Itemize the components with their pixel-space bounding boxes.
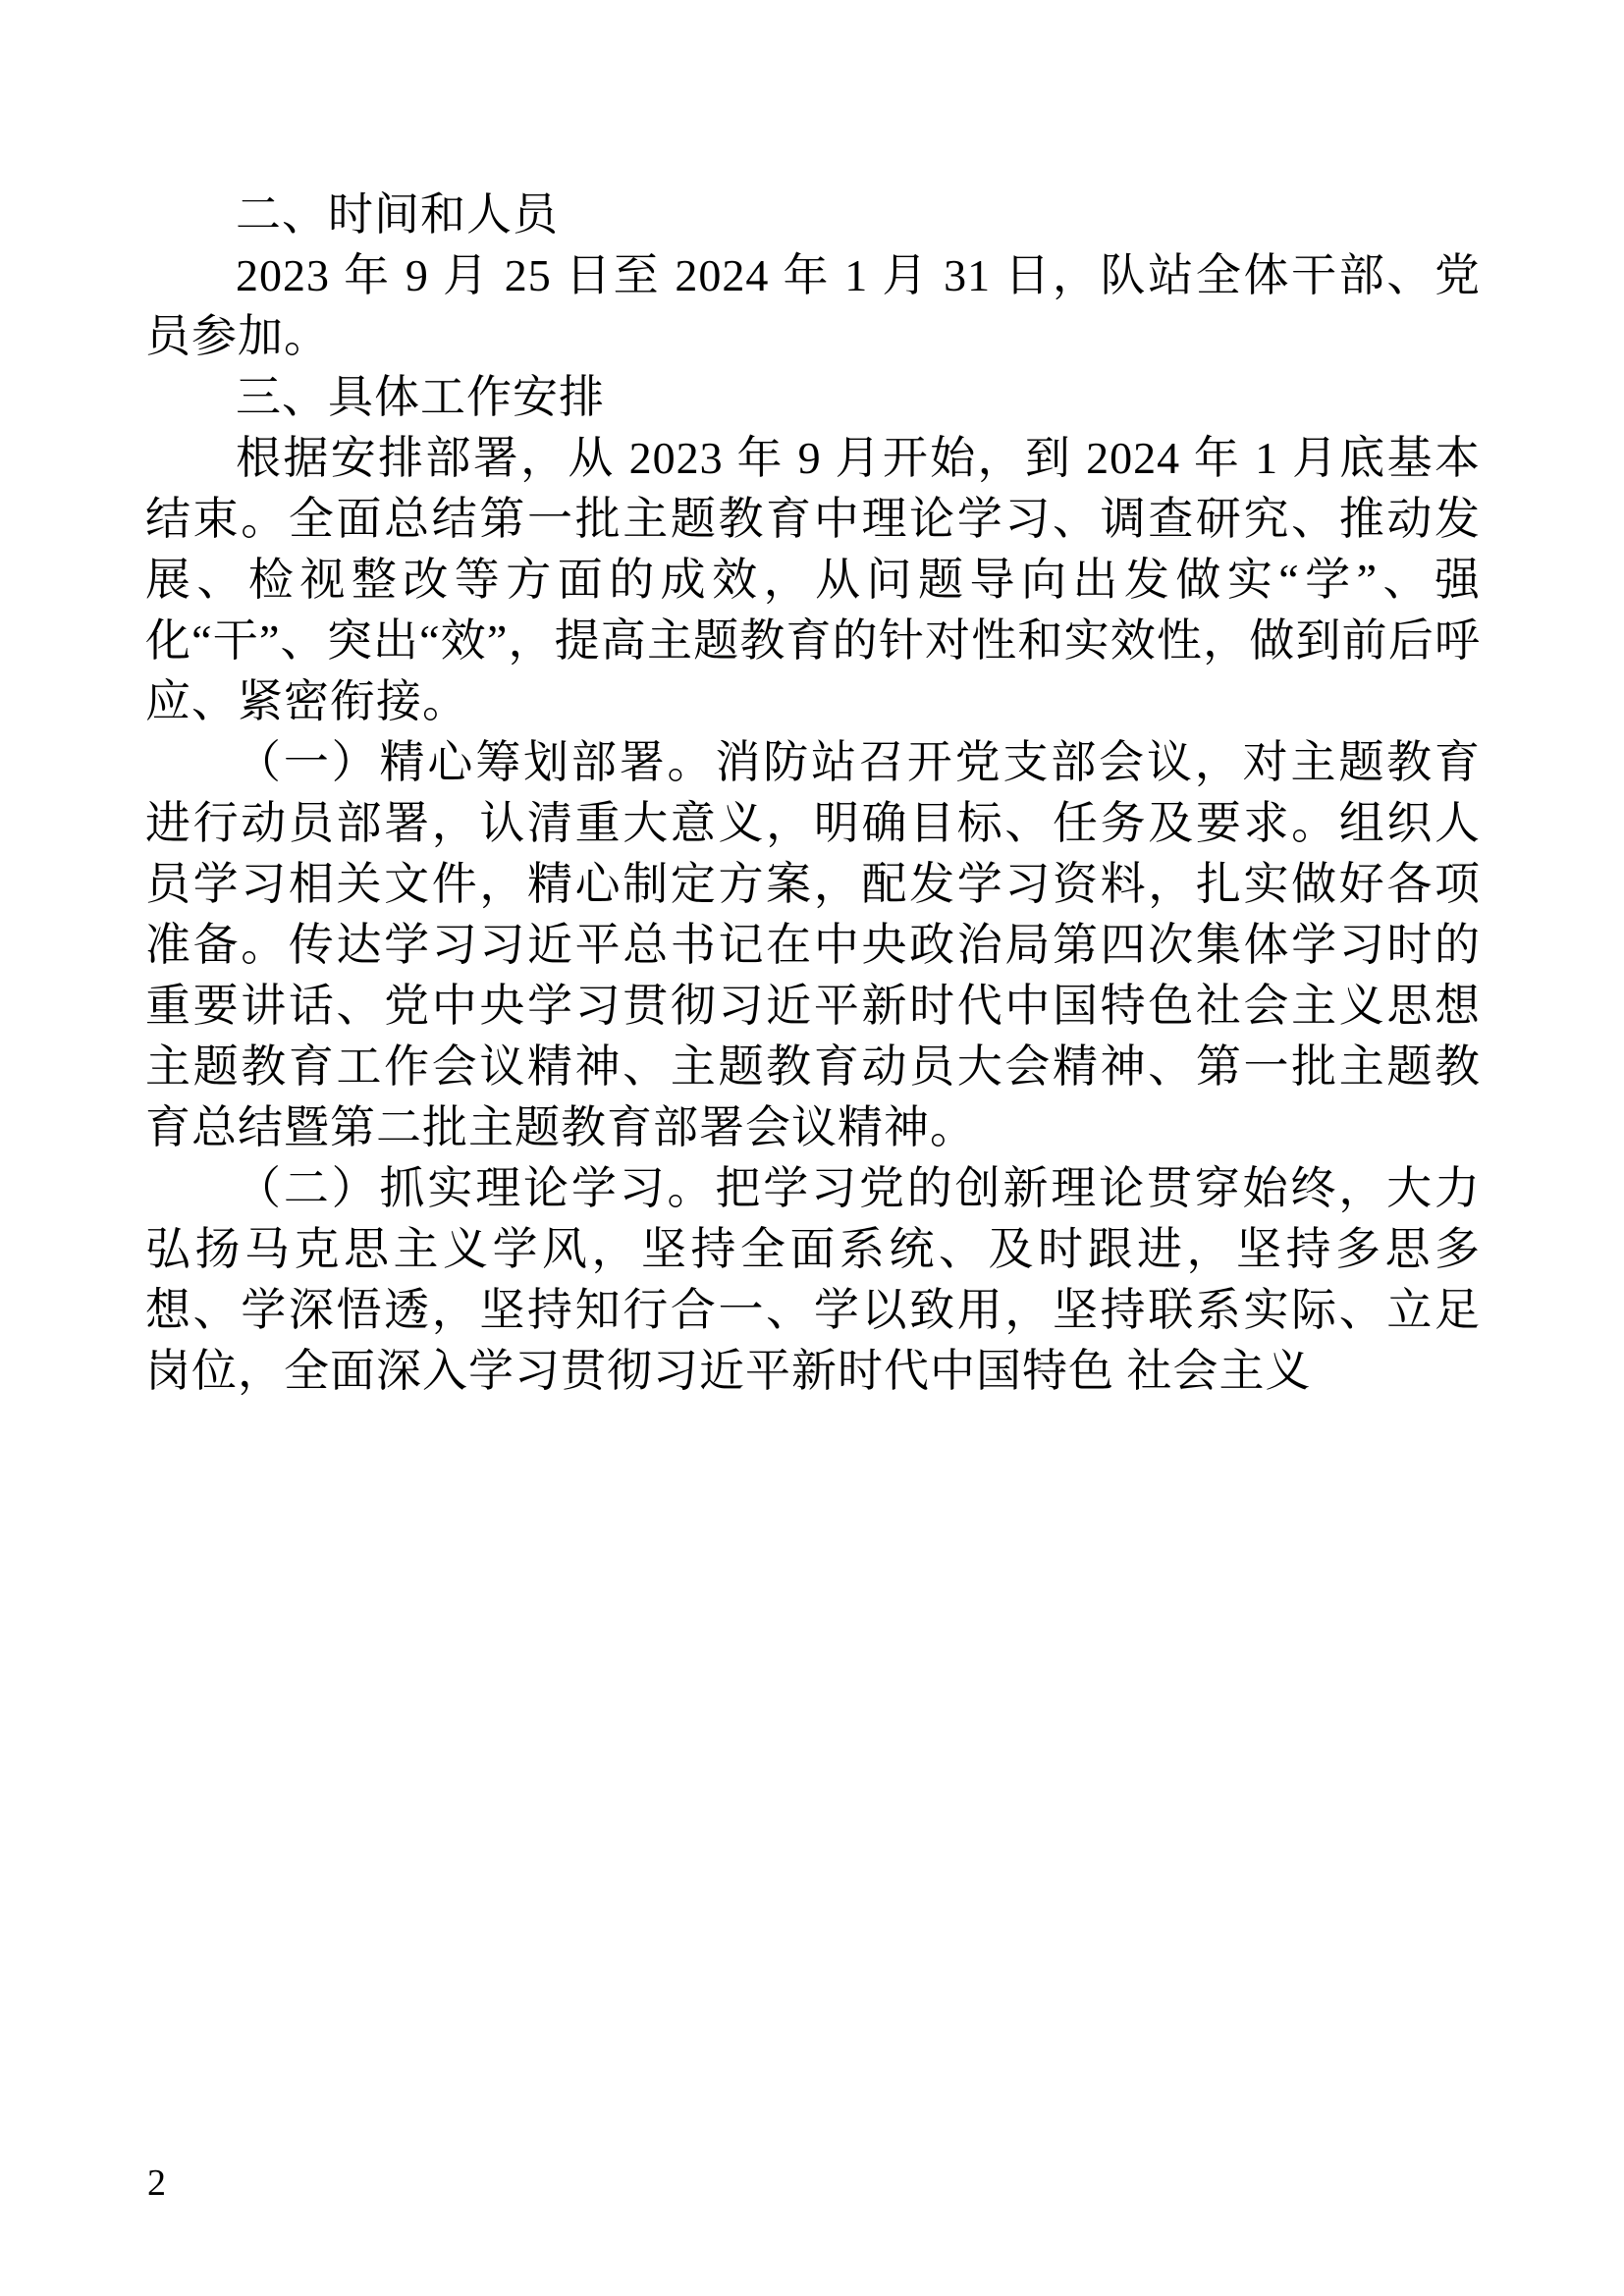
paragraph-item-2-theory-study: （二）抓实理论学习。把学习党的创新理论贯穿始终，大力弘扬马克思主义学风，坚持全面系统、及时跟进，坚持多思多想、学深悟透，坚持知行合一、学以致用，坚持联系实际、立足岗位，全面深入学习贯彻习近平新时代中国特色 社会主义 [145, 1163, 1481, 1396]
page-number: 2 [147, 2163, 166, 2204]
document-body [145, 185, 1481, 1402]
section-heading-work-arrangement: 三、具体工作安排 [236, 372, 605, 422]
paragraph-item-1-planning: （一）精心筹划部署。消防站召开党支部会议，对主题教育进行动员部署，认清重大意义，明确目标、任务及要求。组织人员学习相关文件，精心制定方案，配发学习资料，扎实做好各项准备。传达学习习近平总书记在中央政治局第四次集体学习时的重要讲话、党中央学习贯彻习近平新时代中国特色社会主义思想主题教育工作会议精神、主题教育动员大会精神、第一批主题教育总结暨第二批主题教育部署会议精神。 [145, 737, 1481, 1152]
section-heading-time-personnel: 二、时间和人员 [236, 189, 559, 240]
paragraph-overall-arrangement: 根据安排部署，从 2023 年 9 月开始，到 2024 年 1 月底基本结束。全面总结第一批主题教育中理论学习、调查研究、推动发展、检视整改等方面的成效，从问题导向出发做实“学”、强化“干”、突出“效”，提高主题教育的针对性和实效性，做到前后呼应、紧密衔接。 [145, 433, 1481, 726]
paragraph-time-personnel: 2023 年 9 月 25 日至 2024 年 1 月 31 日，队站全体干部、党员参加。 [145, 250, 1481, 361]
